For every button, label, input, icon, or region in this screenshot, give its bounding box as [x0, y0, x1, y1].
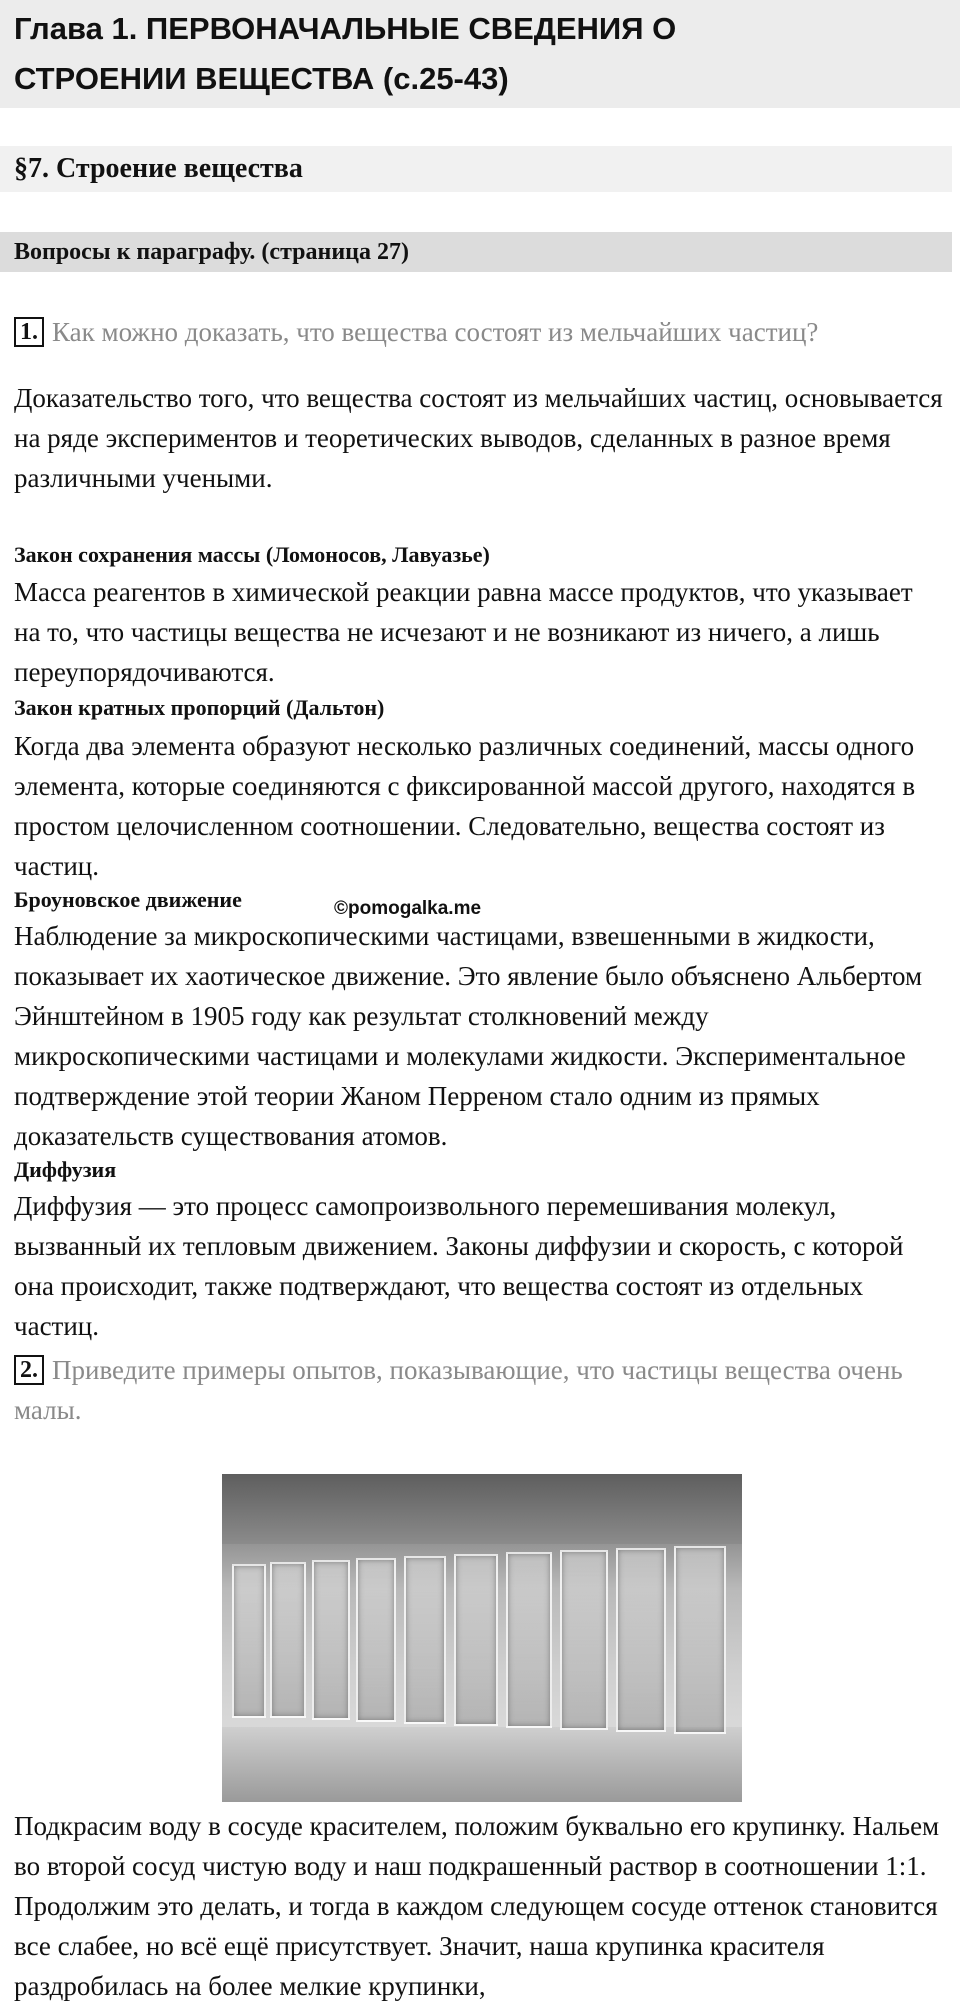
cuvette	[232, 1564, 266, 1718]
question-2	[14, 1350, 914, 1430]
photo-background	[222, 1474, 742, 1544]
cuvette	[560, 1550, 608, 1730]
cuvette	[616, 1548, 666, 1732]
cuvette	[270, 1562, 306, 1718]
cuvette	[506, 1552, 552, 1728]
answer-2-text: Подкрасим воду в сосуде красителем, положим буквально его крупинку. Нальем во второй сосуд чистую воду и наш подкрашенный раствор в соотношении 1:1. Продолжим это делать, и тогда в каждом следующем сосуде оттенок становится все слабее, но всё ещё присутствует. Значит, наша крупинка красителя раздробилась на более мелкие крупинки,	[14, 1811, 940, 2001]
question-1	[14, 312, 914, 352]
brownian-motion-heading: Броуновское движение	[14, 887, 242, 912]
chapter-title-line-1: Глава 1. ПЕРВОНАЧАЛЬНЫЕ СВЕДЕНИЯ О	[14, 11, 677, 46]
law-multiple-proportions-text: Когда два элемента образуют несколько различных соединений, массы одного элемента, которые соединяются с фиксированной массой другого, находятся в простом целочисленном соотношении. Следовательно, вещества состоят из частиц.	[14, 731, 916, 881]
question-1-number: 1.	[14, 317, 44, 347]
cuvettes-photo	[222, 1474, 742, 1802]
law-mass-conservation-heading: Закон сохранения массы (Ломоносов, Лавуазье)	[14, 542, 490, 567]
law-multiple-proportions-heading: Закон кратных пропорций (Дальтон)	[14, 695, 385, 720]
chapter-header	[0, 0, 960, 108]
cuvette	[404, 1556, 446, 1724]
cuvette	[356, 1558, 396, 1722]
question-2-number: 2.	[14, 1355, 44, 1385]
question-1-text: Как можно доказать, что вещества состоят из мельчайших частиц?	[52, 317, 819, 347]
section-title: §7. Строение вещества	[0, 146, 952, 192]
chapter-title-line-2: СТРОЕНИИ ВЕЩЕСТВА (с.25-43)	[14, 61, 509, 96]
brownian-motion-text: Наблюдение за микроскопическими частицами, взвешенными в жидкости, показывает их хаотическое движение. Это явление было объяснено Альбертом Эйнштейном в 1905 году как результат столкновений между микроскопическими частицами и молекулами жидкости. Экспериментальное подтверждение этой теории Жаном Перреном стало одним из прямых доказательств существования атомов.	[14, 921, 923, 1151]
watermark: ©pomogalka.me	[334, 898, 482, 919]
question-2-text: Приведите примеры опытов, показывающие, что частицы вещества очень малы.	[14, 1355, 903, 1425]
answer-1-intro: Доказательство того, что вещества состоят из мельчайших частиц, основывается на ряде экспериментов и теоретических выводов, сделанных в разное время различными учеными.	[14, 383, 943, 493]
law-mass-conservation-text: Масса реагентов в химической реакции равна массе продуктов, что указывает на то, что частицы вещества не исчезают и не возникают из ничего, а лишь переупорядочиваются.	[14, 577, 913, 687]
diffusion-heading: Диффузия	[14, 1157, 117, 1182]
cuvette	[312, 1560, 350, 1720]
diffusion-text: Диффузия — это процесс самопроизвольного перемешивания молекул, вызванный их тепловым движением. Законы диффузии и скорость, с которой она происходит, также подтверждают, что вещества состоят из отдельных частиц.	[14, 1191, 904, 1341]
photo-surface	[222, 1727, 742, 1802]
questions-header: Вопросы к параграфу. (страница 27)	[0, 232, 952, 272]
cuvette	[674, 1546, 726, 1734]
cuvette	[454, 1554, 498, 1726]
